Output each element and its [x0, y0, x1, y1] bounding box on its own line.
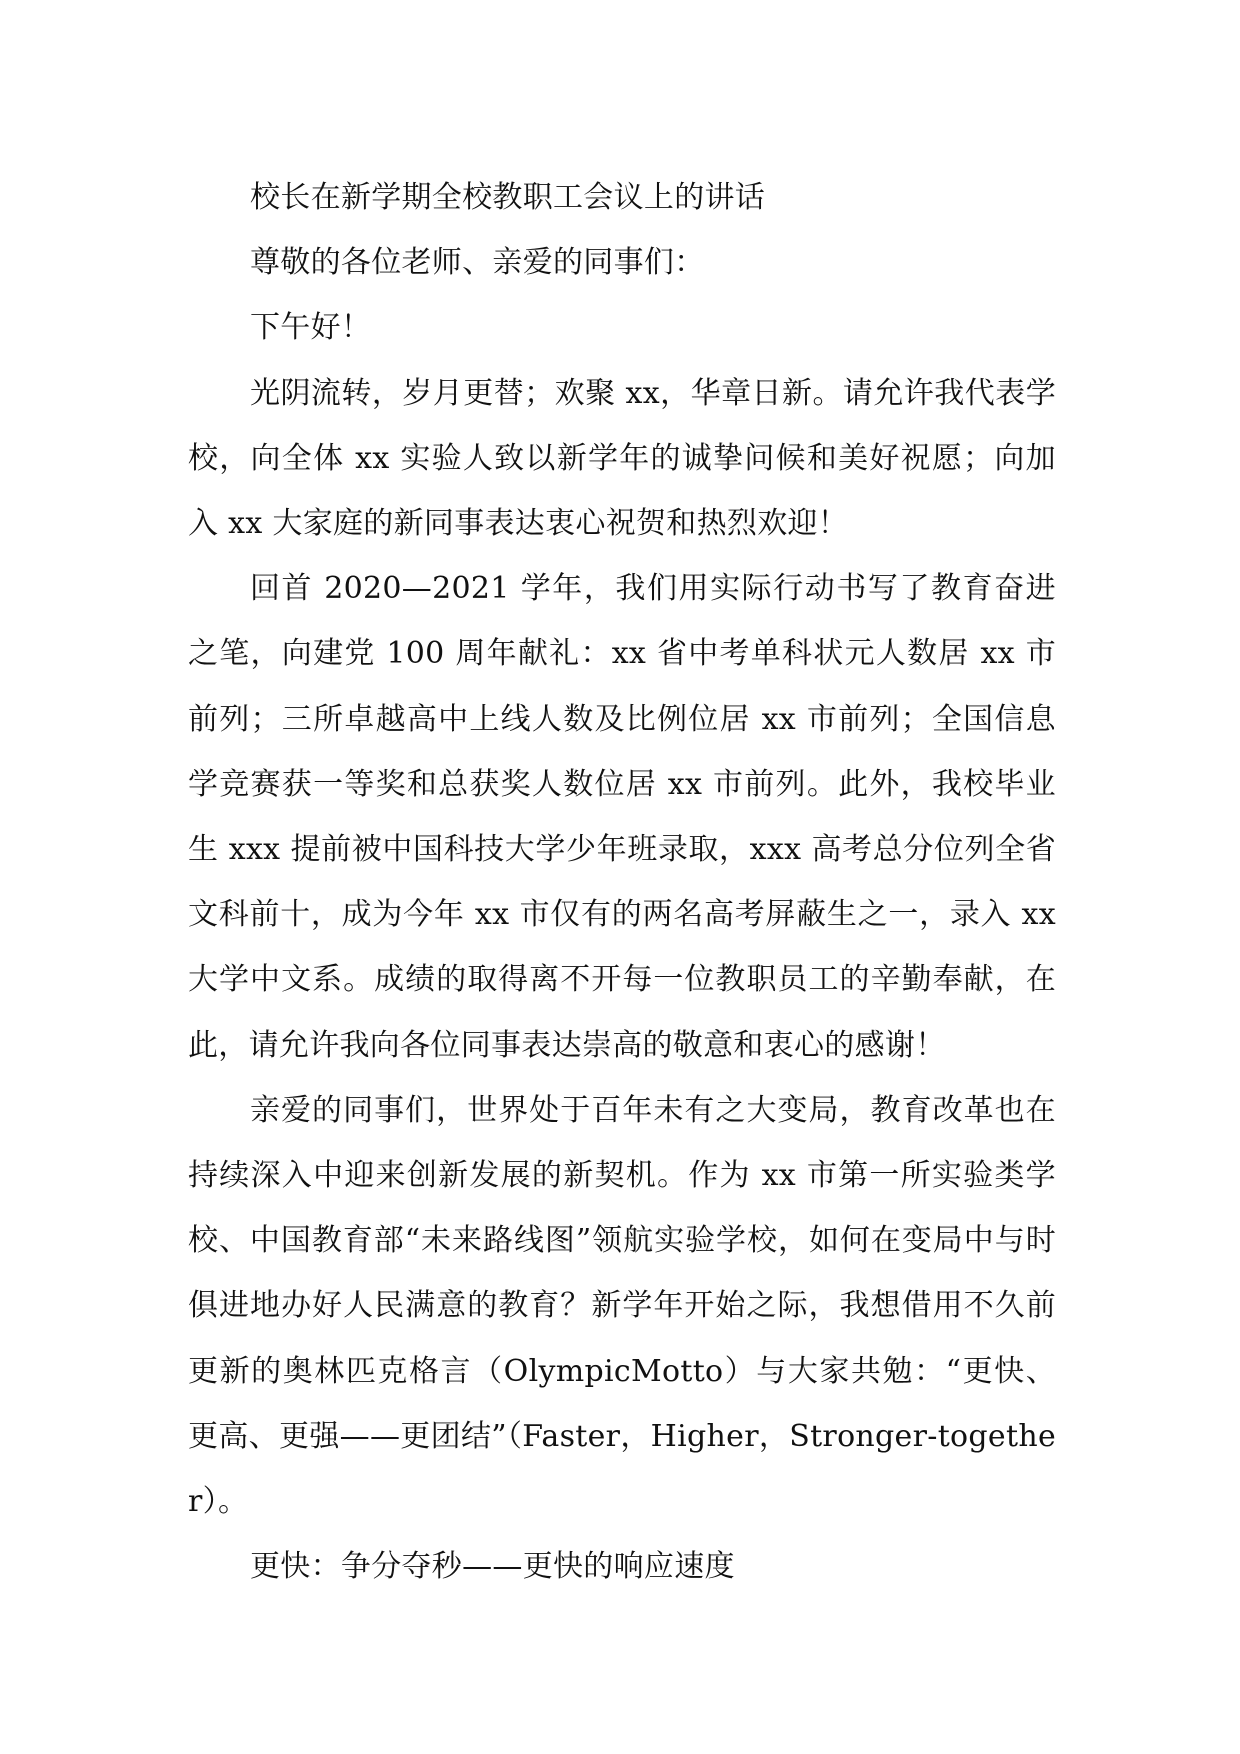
- document-title: 校长在新学期全校教职工会议上的讲话: [250, 180, 766, 215]
- greeting: 下午好！: [250, 310, 372, 346]
- section-subheading: 更快：争分夺秒——更快的响应速度: [250, 1549, 735, 1585]
- paragraph-review: 回首 2020—2021 学年，我们用实际行动书写了教育奋进之笔，向建党 100 周年献礼：xx 省中考单科状元人数居 xx 市前列；三所卓越高中上线人数及比例位居 xx 市前列；全国信息学竞赛获一等奖和总获奖人数位居 xx 市前列。此外，我校毕业生 xxx 提前被中国科技大学少年班录取，xxx 高考总分位列全省文科前十，成为今年 xx 市仅有的两名高考屏蔽生之一，录入 xx 大学中文系。成绩的取得离不开每一位教职员工的辛勤奉献，在此，请允许我向各位同事表达崇高的敬意和衷心的感谢！: [188, 571, 1056, 1063]
- paragraph-motto: 亲爱的同事们，世界处于百年未有之大变局，教育改革也在持续深入中迎来创新发展的新契机。作为 xx 市第一所实验类学校、中国教育部“未来路线图”领航实验学校，如何在变局中与时俱进地办好人民满意的教育？新学年开始之际，我想借用不久前更新的奥林匹克格言（OlympicMotto）与大家共勉：“更快、更高、更强——更团结”（Faster，Higher，Stronger-together）。: [188, 1092, 1056, 1520]
- salutation: 尊敬的各位老师、亲爱的同事们：: [250, 245, 705, 281]
- paragraph-opening: 光阴流转，岁月更替；欢聚 xx，华章日新。请允许我代表学校，向全体 xx 实验人致以新学年的诚挚问候和美好祝愿；向加入 xx 大家庭的新同事表达衷心祝贺和热烈欢迎！: [188, 375, 1056, 542]
- document-body: [188, 165, 1056, 1599]
